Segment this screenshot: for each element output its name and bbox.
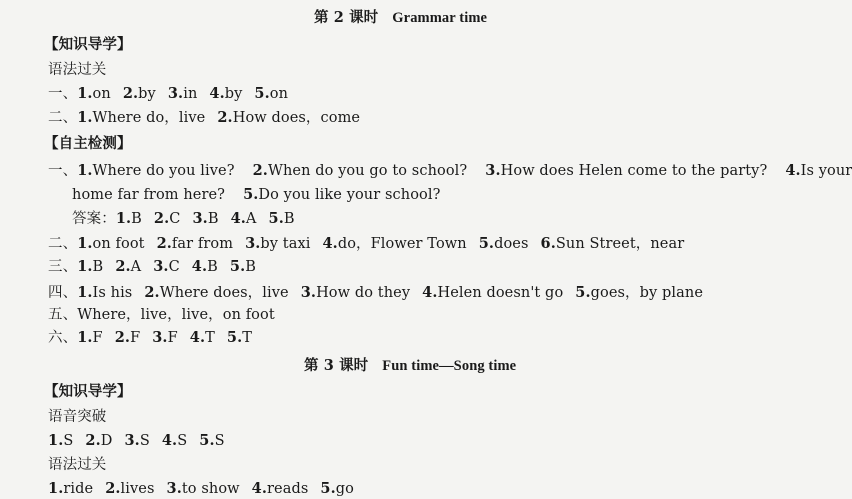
self-check-row-4 — [48, 283, 703, 303]
row-prefix: 四、 — [48, 285, 78, 301]
row-prefix: 六、 — [48, 330, 78, 346]
item-answer: Where do you live? — [92, 163, 235, 179]
item-number: 5. — [575, 284, 591, 301]
row-prefix: 二、 — [48, 236, 78, 252]
item-answer: T — [242, 330, 252, 346]
lesson-2-number: 第 2 课时 — [314, 9, 379, 26]
self-check-row-1-continued — [72, 185, 440, 205]
item-answer: Is your — [800, 163, 852, 179]
item-number: 5. — [243, 186, 259, 203]
item-number: 1. — [77, 329, 93, 346]
item-answer: F — [92, 330, 103, 346]
item-number: 2. — [252, 162, 268, 179]
item-answer: D — [100, 433, 113, 449]
item-number: 3. — [300, 284, 317, 301]
item-number: 3. — [124, 432, 140, 449]
item-answer: reads — [267, 481, 309, 497]
row-prefix: 一、 — [48, 86, 78, 102]
self-check-row-3 — [48, 257, 256, 277]
item-answer: A — [245, 211, 257, 227]
item-answer: How does，come — [232, 110, 361, 126]
item-number: 2. — [217, 109, 233, 126]
self-check-answers — [72, 209, 295, 229]
item-answer: C — [169, 211, 181, 227]
item-number: 3. — [167, 85, 184, 102]
answers-label: 答案： — [72, 211, 116, 227]
lesson-3-number: 第 3 课时 — [304, 357, 369, 374]
item-answer: B — [92, 259, 104, 275]
row-prefix: 五、 — [48, 307, 78, 323]
item-answer: Sun Street，near — [555, 236, 685, 252]
self-check-row-6 — [48, 328, 252, 348]
item-number: 1. — [77, 284, 93, 301]
section-knowledge-guide-2: 【知识导学】 — [44, 383, 132, 400]
item-answer: on — [269, 86, 289, 102]
item-number: 4. — [785, 162, 801, 179]
item-answer: B — [283, 211, 295, 227]
item-number: 4. — [230, 210, 246, 227]
item-answer: does — [494, 236, 529, 252]
item-answer: B — [207, 211, 219, 227]
item-number: 5. — [268, 210, 284, 227]
row-prefix: 三、 — [48, 259, 78, 275]
item-number: 4. — [161, 432, 178, 449]
item-answer: ride — [63, 481, 94, 497]
item-answer: on — [92, 86, 111, 102]
item-number: 3. — [192, 210, 208, 227]
subsection-grammar: 语法过关 — [48, 62, 107, 78]
item-answer: do，Flower Town — [337, 236, 467, 252]
item-answer: Do you like your school? — [258, 187, 441, 203]
item-answer: in — [183, 86, 198, 102]
item-answer: goes，by plane — [590, 285, 704, 301]
item-number: 2. — [114, 329, 131, 346]
item-number: 2. — [105, 480, 121, 497]
item-answer: S — [139, 433, 150, 449]
item-answer-continued: home far from here? — [72, 187, 226, 203]
item-number: 4. — [209, 85, 225, 102]
self-check-row-1 — [48, 161, 852, 181]
item-answer: to show — [181, 481, 240, 497]
item-number: 1. — [48, 480, 64, 497]
item-number: 2. — [85, 432, 101, 449]
item-number: 3. — [245, 235, 261, 252]
item-answer: B — [131, 211, 142, 227]
section-self-check: 【自主检测】 — [44, 135, 132, 152]
item-number: 2. — [156, 235, 172, 252]
item-number: 6. — [540, 235, 556, 252]
subsection-phonics: 语音突破 — [48, 409, 107, 425]
lesson-3-title — [304, 356, 516, 376]
item-answer: Helen doesn't go — [437, 285, 564, 301]
grammar-row-1 — [48, 84, 288, 104]
item-number: 1. — [77, 235, 93, 252]
item-answer: F — [130, 330, 141, 346]
item-number: 2. — [115, 258, 131, 275]
lesson-2-title — [314, 8, 487, 28]
item-number: 3. — [152, 329, 168, 346]
item-answer: Where，live，live，on foot — [77, 307, 275, 323]
item-answer: S — [63, 433, 74, 449]
item-answer: by — [138, 86, 156, 102]
item-answer: When do you go to school? — [267, 163, 468, 179]
item-answer: lives — [120, 481, 155, 497]
item-number: 1. — [48, 432, 64, 449]
item-answer: B — [245, 259, 256, 275]
item-answer: S — [214, 433, 225, 449]
item-number: 3. — [485, 162, 501, 179]
item-answer: S — [177, 433, 188, 449]
lesson-3-english-title: Fun time—Song time — [382, 358, 517, 374]
item-answer: Where do，live — [92, 110, 206, 126]
row-prefix: 二、 — [48, 110, 78, 126]
item-number: 4. — [422, 284, 438, 301]
row-prefix: 一、 — [48, 163, 78, 179]
item-number: 4. — [191, 258, 208, 275]
item-number: 5. — [229, 258, 246, 275]
item-number: 2. — [153, 210, 170, 227]
item-answer: on foot — [92, 236, 145, 252]
phonics-row — [48, 431, 225, 451]
item-answer: Is his — [92, 285, 133, 301]
self-check-row-2 — [48, 234, 684, 254]
item-number: 3. — [166, 480, 182, 497]
item-answer: by taxi — [260, 236, 311, 252]
item-number: 1. — [77, 85, 93, 102]
section-knowledge-guide: 【知识导学】 — [44, 36, 132, 53]
item-answer: by — [224, 86, 243, 102]
item-answer: C — [168, 259, 180, 275]
item-number: 2. — [122, 85, 139, 102]
item-number: 5. — [226, 329, 243, 346]
item-number: 1. — [77, 162, 93, 179]
subsection-grammar-2: 语法过关 — [48, 457, 107, 473]
item-number: 5. — [254, 85, 270, 102]
item-answer: Where does，live — [159, 285, 289, 301]
lesson-2-english-title: Grammar time — [392, 10, 488, 26]
item-number: 5. — [478, 235, 495, 252]
item-answer: B — [207, 259, 218, 275]
item-answer: far from — [171, 236, 234, 252]
item-answer: How does Helen come to the party? — [500, 163, 768, 179]
item-number: 5. — [320, 480, 336, 497]
item-answer: A — [130, 259, 142, 275]
self-check-row-5 — [48, 305, 275, 325]
item-number: 4. — [189, 329, 206, 346]
grammar-row-3 — [48, 479, 354, 499]
item-answer: T — [205, 330, 215, 346]
item-number: 4. — [251, 480, 268, 497]
item-number: 5. — [199, 432, 215, 449]
item-answer: go — [335, 481, 354, 497]
item-answer: How do they — [316, 285, 411, 301]
item-number: 1. — [115, 210, 132, 227]
item-number: 3. — [153, 258, 169, 275]
item-number: 1. — [77, 258, 93, 275]
grammar-row-2 — [48, 108, 360, 128]
item-answer: F — [167, 330, 178, 346]
item-number: 1. — [77, 109, 93, 126]
item-number: 4. — [322, 235, 338, 252]
item-number: 2. — [144, 284, 160, 301]
